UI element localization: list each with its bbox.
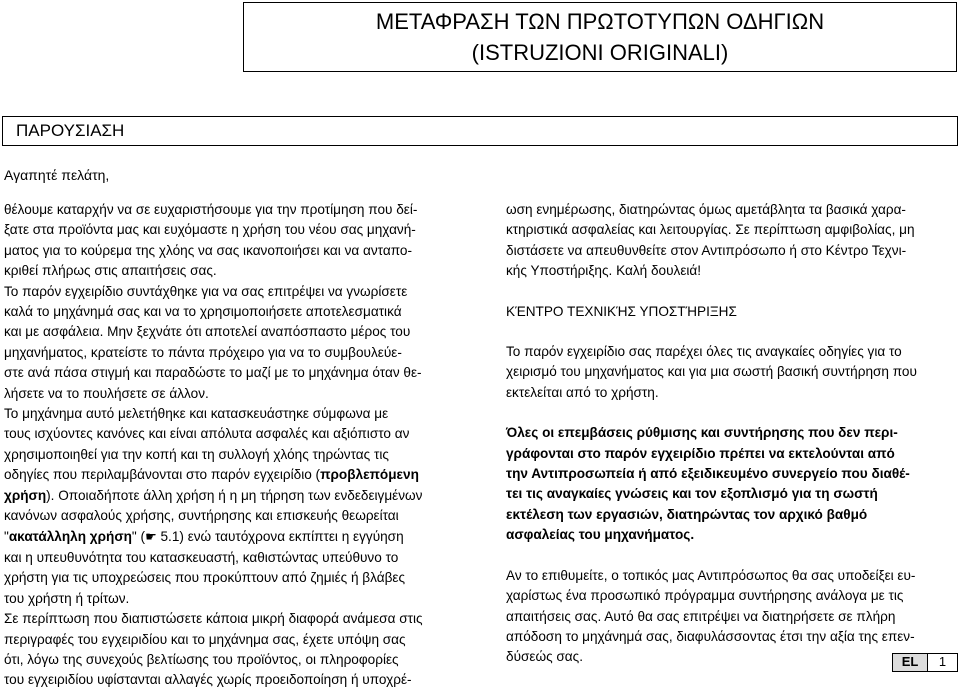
- text-line: και η υπευθυνότητα του κατασκευαστή, καθιστώντας υπεύθυνο το: [4, 549, 399, 565]
- text-line: καλά το μηχάνημά σας και να το χρησιμοποιήσετε αποτελεσματικά: [4, 304, 402, 320]
- greeting: Αγαπητέ πελάτη,: [4, 167, 110, 183]
- text-line: τους ισχύοντες κανόνες και είναι απόλυτα ασφαλές και αξιόπιστο αν: [4, 426, 410, 442]
- text-line: την Αντιπροσωπεία ή από εξειδικευμένο συνεργείο που διαθέ-: [506, 466, 910, 482]
- text-line: απόδοση το μηχάνημά σας, διαφυλάσσοντας έτσι την αξία της επεν-: [506, 628, 915, 644]
- paragraph-warning: [506, 423, 958, 545]
- text-line: εκτέλεση των εργασιών, διατηρώντας τον αρχικό βαθμό: [506, 506, 868, 522]
- paragraph-manual: [4, 282, 450, 404]
- text-line: λήσετε να το πουλήσετε σε άλλον.: [4, 385, 209, 401]
- text-line: και με ασφάλεια. Μην ξεχνάτε ότι αποτελεί αναπόσπαστο μέρος του: [4, 324, 411, 340]
- document-title-line1: ΜΕΤΑΦΡΑΣΗ ΤΩΝ ΠΡΩΤΟΤΥΠΩΝ ΟΔΗΓΙΩΝ: [375, 9, 825, 34]
- text-line: [4, 527, 450, 548]
- paragraph-intended-use: [4, 404, 450, 609]
- text-line: χαρίστως ένα προσωπικό πρόγραμμα συντήρησης ανάλογα με τις: [506, 588, 904, 604]
- text-line: κής Υποστήριξης. Καλή δουλειά!: [506, 263, 702, 279]
- text-line: Σε περίπτωση που διαπιστώσετε κάποια μικρή διαφορά ανάμεσα στις: [4, 611, 423, 627]
- paragraph-differences: [4, 609, 450, 691]
- text-line: χρησιμοποιηθεί για την κοπή και τη συλλογή χλόης τηρώντας τις: [4, 446, 389, 462]
- text-line: απαιτήσεις σας. Αυτό θα σας επιτρέψει να διατηρήσετε σε πλήρη: [506, 608, 896, 624]
- text-line: ματος για το κούρεμα της χλόης να σας ικανοποιήσει και να ανταπο-: [4, 242, 412, 258]
- text-line: θέλουμε καταρχήν να σε ευχαριστήσουμε για την προτίμηση που δεί-: [4, 202, 418, 217]
- text-line: στε ανά πάσα στιγμή και παραδώστε το μαζί με το μηχάνημα όταν θε-: [4, 365, 422, 381]
- page-indicator: [892, 653, 958, 672]
- text-line: [4, 486, 450, 506]
- spacer: [506, 546, 958, 566]
- right-column: [506, 200, 958, 668]
- text-segment: " (: [131, 528, 146, 544]
- subsection-title: [506, 302, 958, 322]
- paragraph-maintenance-program: [506, 566, 958, 668]
- text-line: δύσεώς σας.: [506, 649, 583, 665]
- text-line: μηχανήματος, κρατείστε το πάντα πρόχειρο για να το συμβουλεύε-: [4, 344, 402, 360]
- text-line: ωση ενημέρωσης, διατηρώντας όμως αμετάβλητα τα βασικά χαρα-: [506, 202, 906, 217]
- text-line: κανόνων ασφαλούς χρήσης, συντήρησης και επισκευής θεωρείται: [4, 508, 399, 524]
- pointing-hand-icon: ☛: [145, 529, 157, 545]
- text-line: Το παρόν εγχειρίδιο συντάχθηκε για να σας επιτρέψει να γνωρίσετε: [4, 283, 408, 299]
- intended-use-term: προβλεπόμενη: [320, 467, 419, 483]
- text-line: του εγχειριδίου υφίστανται αλλαγές χωρίς προειδοποίηση ή υποχρέ-: [4, 672, 412, 688]
- text-line: ότι, λόγω της συνεχούς βελτίωσης του προϊόντος, οι πληροφορίες: [4, 651, 399, 667]
- spacer: [506, 322, 958, 342]
- support-center-heading: ΚΈΝΤΡΟ ΤΕΧΝΙΚΉΣ ΥΠΟΣΤΉΡΙΞΗΣ: [506, 303, 737, 319]
- document-title-box: [243, 2, 957, 72]
- section-header: [2, 116, 958, 146]
- text-line: γράφονται στο παρόν εγχειρίδιο πρέπει να εκτελούνται από: [506, 445, 895, 461]
- text-line: Όλες οι επεμβάσεις ρύθμισης και συντήρησης που δεν περι-: [506, 425, 898, 441]
- language-code: EL: [893, 654, 928, 671]
- text-line: Το παρόν εγχειρίδιο σας παρέχει όλες τις αναγκαίες οδηγίες για το: [506, 344, 902, 360]
- text-line: τει τις αναγκαίες γνώσεις και τον εξοπλισμό για τη σωστή: [506, 486, 878, 502]
- improper-use-term: ακατάλληλη χρήση: [8, 528, 132, 544]
- document-title-line2: (ISTRUZIONI ORIGINALI): [471, 40, 729, 65]
- text-line: χειρισμό του μηχανήματος και για μια σωστή βασική συντήρηση που: [506, 364, 917, 380]
- text-line: κριθεί πλήρως στις απαιτήσεις σας.: [4, 263, 217, 279]
- text-line: του χρήστη ή τρίτων.: [4, 590, 130, 606]
- text-line: [4, 465, 450, 485]
- paragraph-support-manual: [506, 342, 958, 403]
- paragraph-continuation: [506, 200, 958, 282]
- page-number: 1: [938, 654, 947, 669]
- text-line: διστάσετε να απευθυνθείτε στον Αντιπρόσωπο ή στο Κέντρο Τεχνι-: [506, 242, 907, 258]
- text-line: χρήστη για τις υποχρεώσεις που προκύπτουν από ζημιές ή βλάβες: [4, 570, 405, 586]
- text-segment: ). Οποιαδήποτε άλλη χρήση ή η μη τήρηση των ενδεδειγμένων: [46, 487, 423, 503]
- intended-use-term-cont: χρήση: [4, 487, 47, 503]
- text-line: κτηριστικά ασφαλείας και λειτουργίας. Σε περίπτωση αμφιβολίας, μη: [506, 222, 915, 238]
- section-reference: 5.1) ενώ ταυτόχρονα εκπίπτει η εγγύηση: [156, 528, 404, 544]
- text-segment: οδηγίες που περιλαμβάνονται στο παρόν εγχειρίδιο (: [4, 467, 321, 483]
- text-line: ασφαλείας του μηχανήματος.: [506, 527, 695, 543]
- text-segment: ": [4, 528, 9, 544]
- left-column: [4, 200, 450, 691]
- text-line: Το μηχάνημα αυτό μελετήθηκε και κατασκευάστηκε σύμφωνα με: [4, 406, 389, 422]
- text-line: εκτελείται από το χρήστη.: [506, 384, 659, 400]
- spacer: [506, 403, 958, 423]
- section-title: ΠΑΡΟΥΣΙΑΣΗ: [16, 121, 125, 140]
- text-line: ξατε στα προϊόντα μας και ευχόμαστε η χρήση του νέου σας μηχανή-: [4, 222, 416, 238]
- text-line: Αν το επιθυμείτε, ο τοπικός μας Αντιπρόσωπος θα σας υποδείξει ευ-: [506, 567, 916, 583]
- text-line: περιγραφές του εγχειριδίου και το μηχάνημα σας, έχετε υπόψη σας: [4, 631, 406, 647]
- paragraph-intro: [4, 200, 450, 282]
- spacer: [506, 282, 958, 302]
